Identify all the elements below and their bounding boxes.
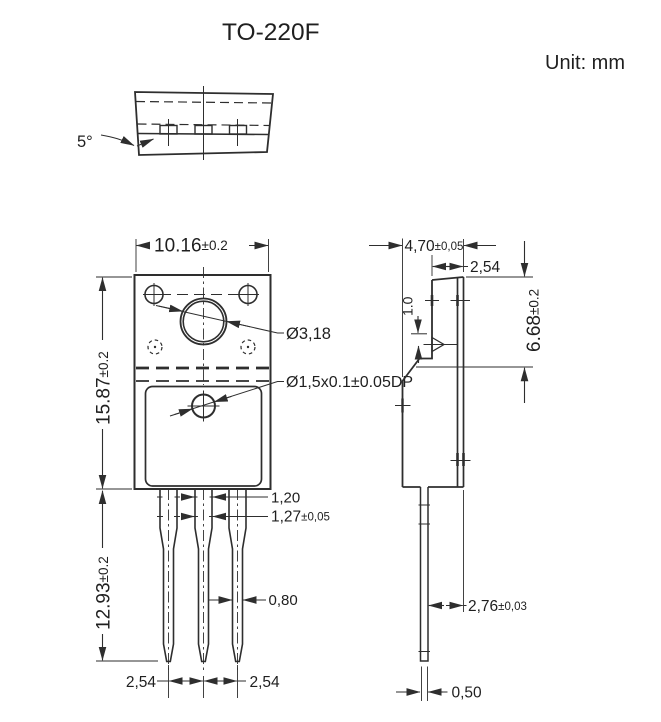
dim-upper-height: 6.68±0.2 [524,288,545,352]
front-body-outline [135,275,271,489]
side-lead [421,487,429,661]
side-view [369,239,533,702]
dim-draft-angle: 5° [77,133,93,151]
mounting-hole-arrow-2 [227,321,251,327]
front-view [93,239,284,698]
depression-arrow-1 [175,409,193,415]
dim-pitch-right: 2,54 [249,674,280,691]
dim-pitch-left: 2,54 [125,674,156,691]
dim-lead-length: 12.93±0.2 [93,556,115,630]
front-lead-left [157,489,180,673]
page-title: TO-220F [222,19,320,46]
dim-lead-width: 1,27±0,05 [271,508,330,526]
dim-668-ext [416,277,533,367]
dim-lead-width-tip: 0,80 [268,592,298,609]
dim-body-height: 15.87±0.2 [93,351,115,425]
draft-angle-leader-1 [101,135,134,146]
draft-angle-leader-2 [137,139,154,146]
side-top-edge [432,277,464,280]
dim-lead-width-top: 1,20 [271,489,301,507]
front-dashed-circle-left-dot [154,346,156,348]
top-view-hidden-line-1 [136,102,273,104]
dim-mounting-hole: Ø3,18 [286,325,331,343]
front-lead-middle [192,489,215,673]
front-depression-cross [188,391,220,422]
depression-arrow-2 [214,396,231,402]
mounting-hole-arrow-1 [159,306,183,311]
dim-body-width: 10.16±0.2 [154,235,228,257]
top-view [101,86,273,160]
dim-body-depth: 4,70±0,05 [404,238,464,255]
side-lead-ext [422,667,428,702]
side-center-mark-mid-thick [458,453,464,466]
dim-depression: Ø1,5x0.1±0.05DP [286,374,414,391]
dim-lead-offset: 2,76±0,03 [468,598,527,615]
dim-lead-thickness: 0,50 [451,684,482,702]
dim-notch-offset: 1.0 [399,296,416,316]
dim-tab-depth: 2,54 [470,259,501,276]
unit-label: Unit: mm [545,52,625,74]
front-dashed-circle-right-dot [247,346,249,348]
